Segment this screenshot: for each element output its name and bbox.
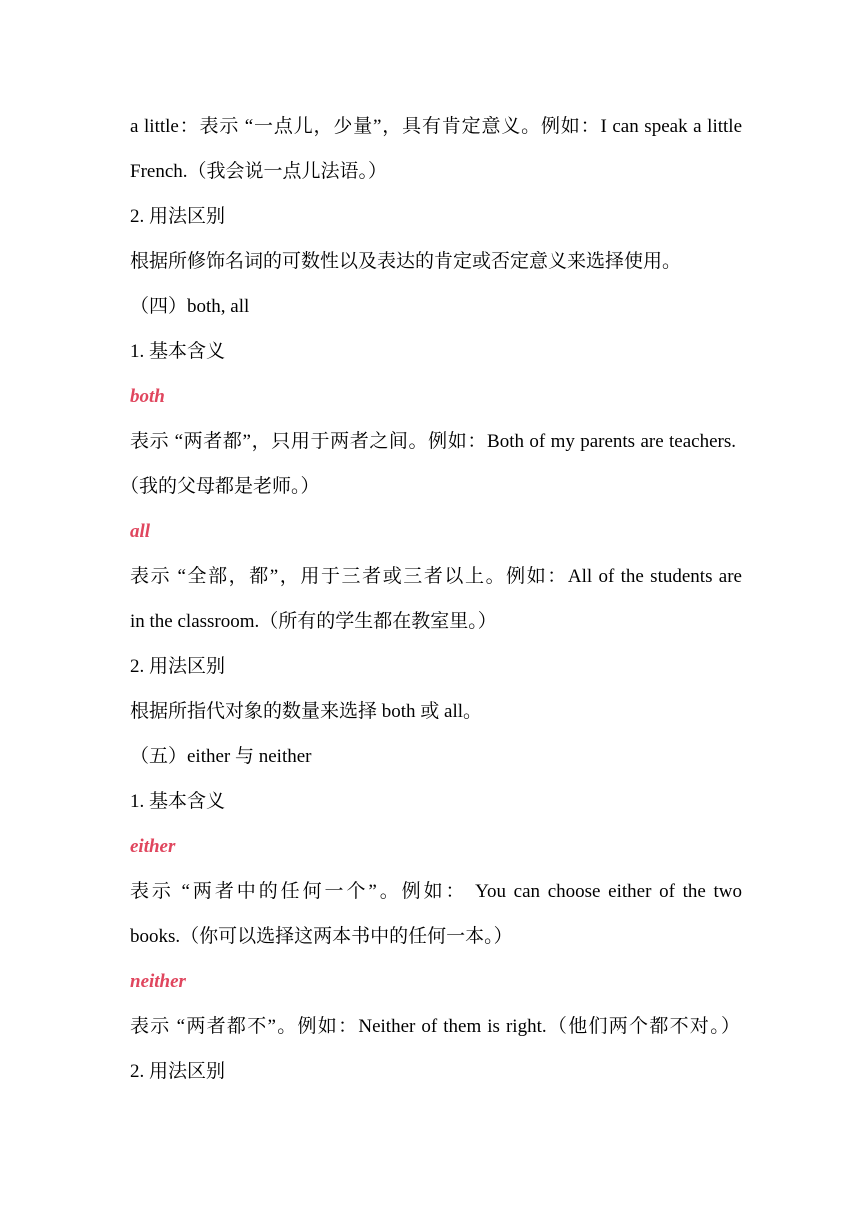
keyword-heading: all: [130, 521, 151, 542]
text-line: （我的父母都是老师。）: [120, 476, 320, 497]
text-line: a little：表示 “一点儿，少量”，具有肯定意义。例如：I can speak a little: [130, 116, 742, 137]
text-line: 根据所指代对象的数量来选择 both 或 all。: [130, 701, 483, 722]
text-line: 根据所修饰名词的可数性以及表达的肯定或否定意义来选择使用。: [130, 251, 682, 272]
section-heading: 1. 基本含义: [130, 791, 226, 812]
keyword-heading: both: [130, 386, 165, 407]
text-line: 表示 “全部，都”，用于三者或三者以上。例如：All of the students are: [130, 566, 742, 587]
text-line: 表示 “两者中的任何一个”。例如： You can choose either of the two: [130, 881, 742, 902]
text-line: books.（你可以选择这两本书中的任何一本。）: [130, 926, 513, 947]
keyword-heading: neither: [130, 971, 186, 992]
section-heading: （五）either 与 neither: [130, 746, 312, 767]
text-line: French.（我会说一点儿法语。）: [130, 161, 388, 182]
keyword-heading: either: [130, 836, 176, 857]
text-line: 表示 “两者都不”。例如：Neither of them is right.（他们两个都不对。）: [130, 1016, 740, 1037]
section-heading: 2. 用法区别: [130, 1061, 226, 1082]
section-heading: 2. 用法区别: [130, 656, 226, 677]
section-heading: 2. 用法区别: [130, 206, 226, 227]
text-line: in the classroom.（所有的学生都在教室里。）: [130, 611, 497, 632]
section-heading: （四）both, all: [130, 296, 250, 317]
text-line: 表示 “两者都”，只用于两者之间。例如：Both of my parents are teachers.: [130, 431, 736, 452]
section-heading: 1. 基本含义: [130, 341, 226, 362]
